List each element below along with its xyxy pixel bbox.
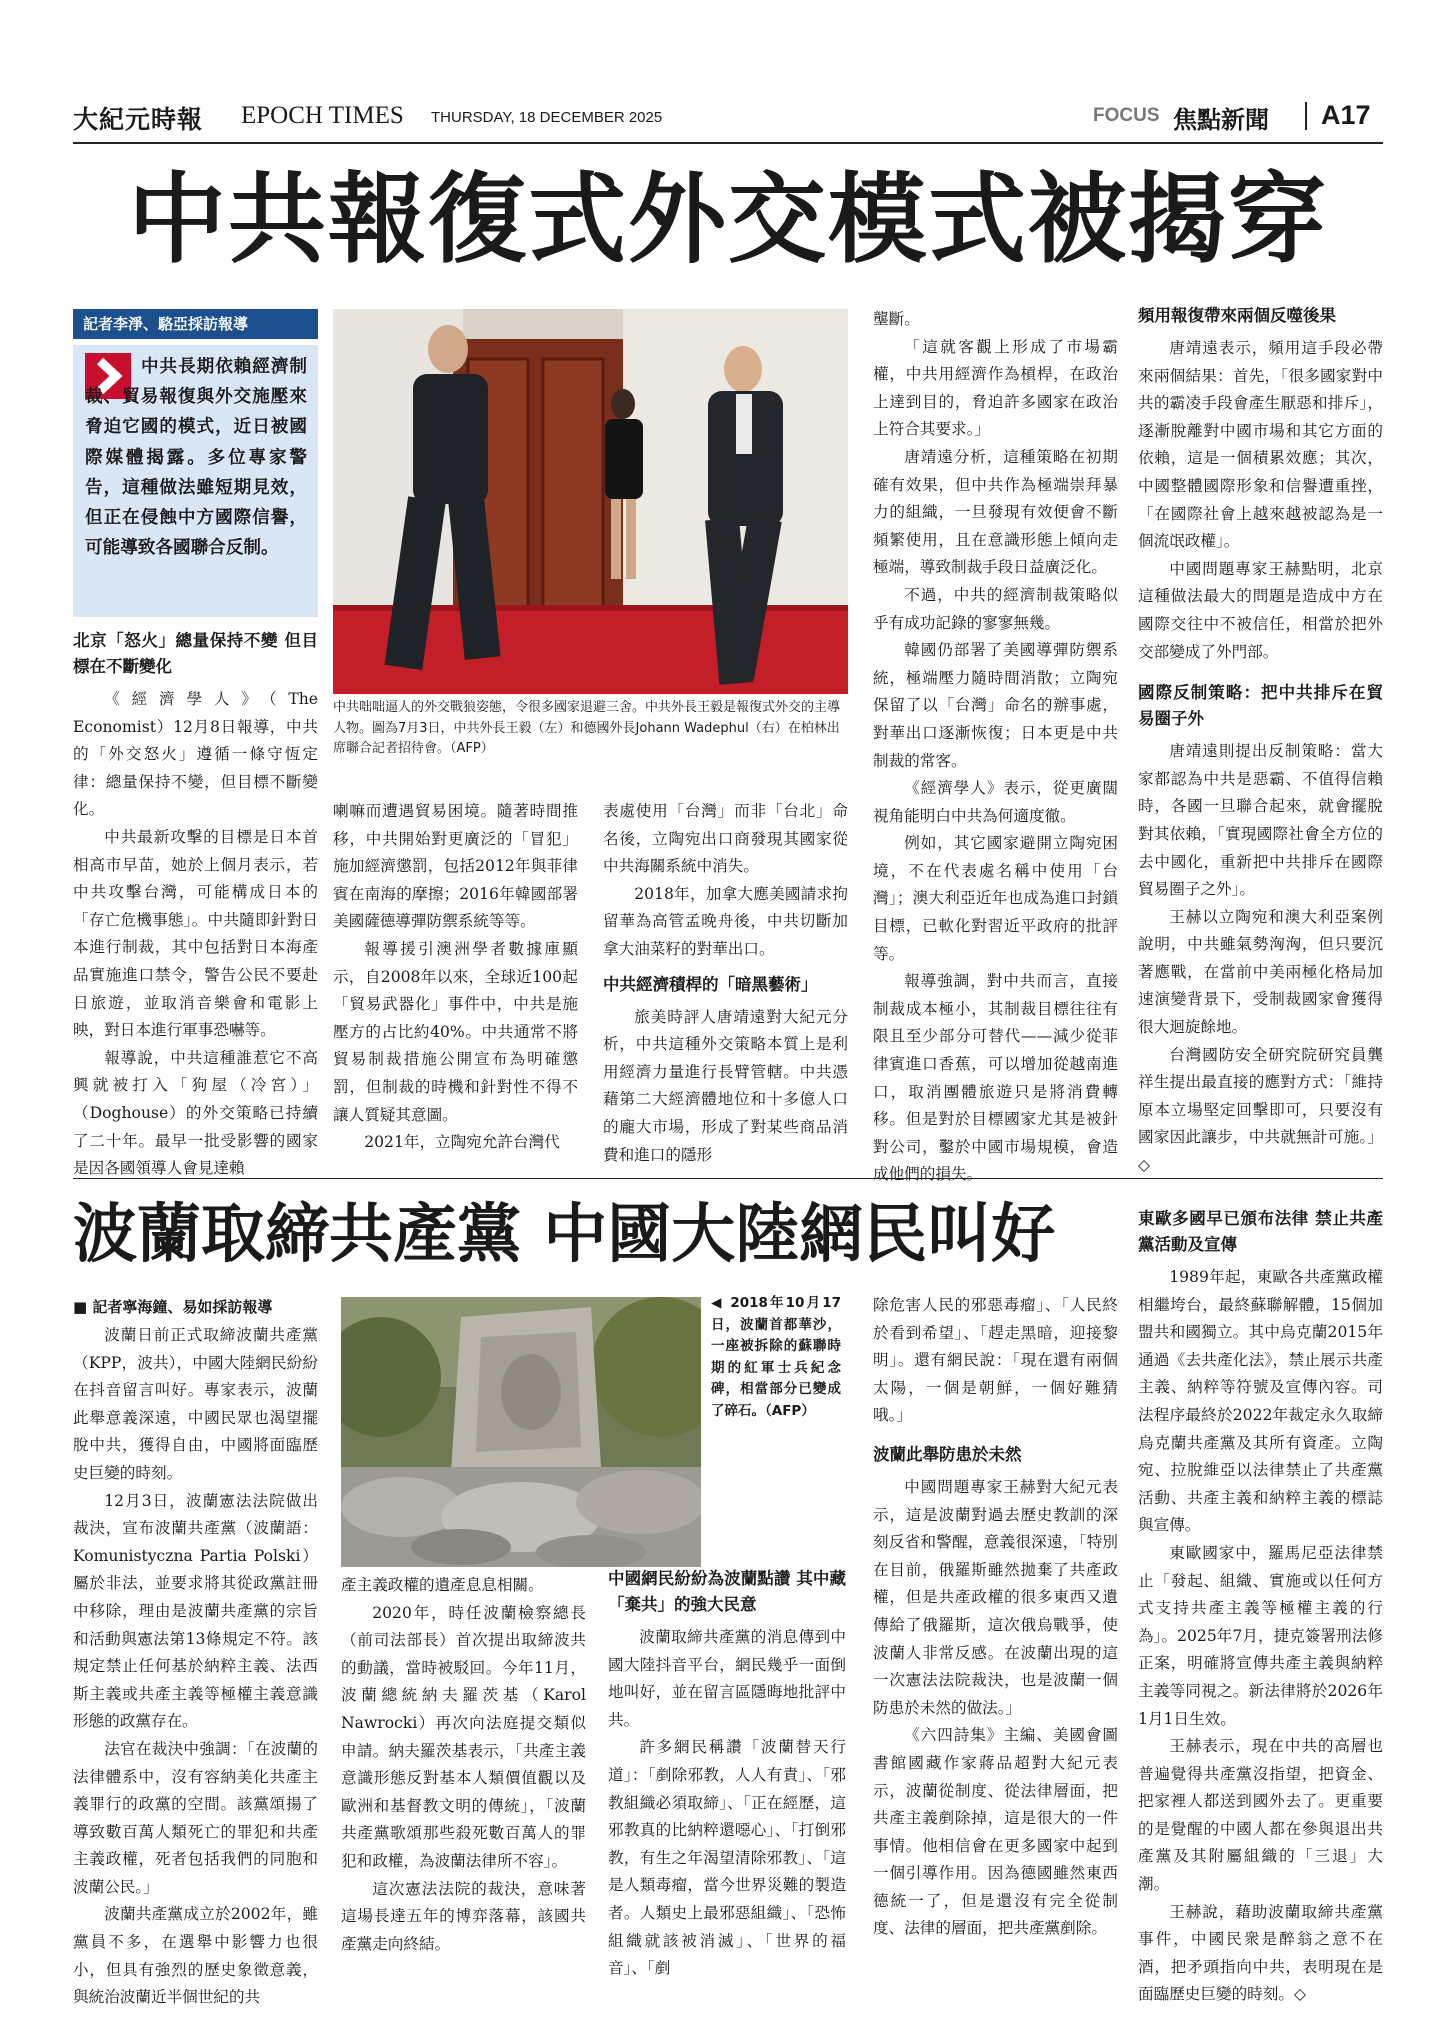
issue-date: THURSDAY, 18 DECEMBER 2025	[431, 109, 663, 126]
paragraph: 王赫表示，現在中共的高層也普遍覺得共產黨沒指望，把資金、把家裡人都送到國外去了。更重要的是覺醒的中國人都在參與退出共產黨及其附屬組織的「三退」大潮。	[1138, 1737, 1383, 1894]
article1-col4	[873, 306, 1118, 1189]
article2-col3-subhead: 中國網民紛紛為波蘭點讚 其中藏「棄共」的強大民意	[608, 1569, 846, 1614]
paragraph: 台灣國防安全研究院研究員龔祥生提出最直接的應對方式：「維持原本立場堅定回擊即可，只要沒有國家因此讓步，中共就無計可施。」◇	[1138, 1045, 1383, 1175]
paragraph: 這次憲法法院的裁決，意味著這場長達五年的博弈落幕，該國共產黨走向終結。	[341, 1879, 586, 1953]
paragraph: 喇嘛而遭遇貿易困境。隨著時間推移，中共開始對更廣泛的「冒犯」施加經濟懲罰，包括2012年與菲律賓在南海的摩擦；2016年韓國部署美國薩德導彈防禦系統等等。	[333, 802, 578, 931]
article1-col2	[333, 798, 578, 1157]
article2-headline: 波蘭取締共產黨 中國大陸網民叫好	[73, 1198, 1056, 1272]
article2-col5	[1138, 1206, 1383, 2009]
paragraph: 波蘭共產黨成立於2002年，雖黨員不多，在選舉中影響力也很小，但具有強烈的歷史象徵意義，與統治波蘭近半個世紀的共	[73, 1905, 318, 2007]
article1-col5	[1138, 303, 1383, 1180]
section-label-zh: 焦點新聞	[1173, 106, 1269, 134]
paragraph: 法官在裁決中強調：「在波蘭的法律體系中，沒有容納美化共產主義罪行的政黨的空間。該黨頌揚了導致數百萬人類死亡的罪犯和共產主義政權，死者包括我們的同胞和波蘭公民。」	[73, 1739, 318, 1896]
paragraph: 2021年，立陶宛允許台灣代	[364, 1133, 560, 1152]
article1-col5-subhead: 頻用報復帶來兩個反噬後果	[1138, 306, 1336, 325]
paragraph: 唐靖遠則提出反制策略：當大家都認為中共是惡霸、不值得信賴時，各國一旦聯合起來，就會擺脫對其依賴，「實現國際社會全方位的去中國化，重新把中共排斥在國際貿易圈子之外」。	[1138, 742, 1383, 899]
paragraph: 報導援引澳洲學者數據庫顯示，自2008年以來，全球近100起「貿易武器化」事件中，中共是施壓方的占比約40%。中共通常不將貿易制裁措施公開宣布為明確懲罰，但制裁的時機和針對性不得不讓人質疑其意圖。	[333, 939, 578, 1124]
paragraph: 波蘭日前正式取締波蘭共產黨（KPP，波共），中國大陸網民紛紛在抖音留言叫好。專家表示，波蘭此舉意義深遠，中國民眾也渴望擺脫中共，獲得自由，中國將面臨歷史巨變的時刻。	[73, 1326, 318, 1482]
article1-col1-subhead: 北京「怒火」總量保持不變 但目標在不斷變化	[73, 631, 318, 676]
paragraph: 中國問題專家王赫對大紀元表示，這是波蘭對過去歷史教訓的深刻反省和警醒，意義很深遠，「特別在目前，俄羅斯雖然拋棄了共產政權，但是共產政權的很多東西又遺傳給了俄羅斯，這次俄烏戰爭，使波蘭人非常反感。在波蘭出現的這一次憲法法院裁決，也是波蘭一個防患於未然的做法。」	[873, 1477, 1118, 1717]
article1-photo-caption: 中共咄咄逼人的外交戰狼姿態，令很多國家退避三舍。中共外長王毅是報復式外交的主導人物。圖為7月3日，中共外長王毅（左）和德國外長Johann Wadephul（右）在柏林出席聯合記者招待會。（AFP）	[333, 700, 841, 756]
paragraph: 《經濟學人》表示，從更廣闊視角能明白中共為何適度徹。	[873, 779, 1118, 825]
paragraph: 《六四詩集》主編、美國會圖書館國藏作家蔣品超對大紀元表示，波蘭從制度、從法律層面，把共產主義剷除掉，這是很大的一件事情。他相信會在更多國家中起到一個引導作用。因為德國雖然東西德統一了，但是還沒有完全從制度、法律的層面，把共產黨剷除。	[873, 1726, 1118, 1938]
article1-lead-box	[73, 345, 318, 617]
article1-col5-subhead-2: 國際反制策略：把中共排斥在貿易圈子外	[1138, 683, 1383, 729]
article2-byline: ■ 記者寧海鐘、易如採訪報導	[73, 1298, 273, 1316]
paragraph: 不過，中共的經濟制裁策略似乎有成功記錄的寥寥無幾。	[873, 585, 1118, 632]
article2-photo-caption: ◀ 2018年10月17日，波蘭首都華沙，一座被拆除的蘇聯時期的紅軍士兵紀念碑，相當部分已變成了碎石。（AFP）	[711, 1295, 841, 1419]
masthead-rule	[73, 142, 1383, 144]
paragraph: 東歐國家中，羅馬尼亞法律禁止「發起、組織、實施或以任何方式支持共產主義等極權主義的行為」。2025年7月，捷克簽署刑法修正案，明確將宣傳共產主義與納粹主義等同視之。新法律將於2026年1月1日生效。	[1138, 1543, 1383, 1728]
byline-square-icon: ■	[73, 1298, 93, 1316]
logo-latin: EPOCH TIMES	[241, 102, 404, 129]
paragraph: 報導強調，對中共而言，直接制裁成本極小，其制裁目標往往有限且至少部分可替代——減少從菲律賓進口香蕉，可以增加從越南進口，取消團體旅遊只是將消費轉移。但是對於目標國家尤其是被針對公司，鑿於中國市場規模，會造成他們的損失。	[873, 972, 1118, 1184]
article1-byline: 記者李淨、駱亞採訪報導	[83, 315, 249, 333]
article2-col2	[341, 1572, 586, 1958]
article1-lead: 中共長期依賴經濟制裁、貿易報復與外交施壓來脅迫它國的模式，近日被國際媒體揭露。多位專家警告，這種做法雖短期見效，但正在侵蝕中方國際信譽，可能導致各國聯合反制。	[85, 357, 307, 559]
paragraph: 壟斷。	[873, 310, 920, 328]
article1-photo	[333, 309, 848, 694]
section-label-en: FOCUS	[1093, 105, 1160, 126]
article2-col3	[608, 1566, 846, 1983]
article2-col1	[73, 1294, 318, 2012]
paragraph: 2018年，加拿大應美國請求拘留華為高管孟晚舟後，中共切斷加拿大油菜籽的對華出口。	[603, 884, 848, 958]
masthead	[73, 100, 1383, 134]
article2-photo	[341, 1297, 701, 1567]
paragraph: 王赫以立陶宛和澳大利亞案例說明，中共雖氣勢洶洶，但只要沉著應戰，在當前中美兩極化格局加速演變背景下，受制裁國家會獲得很大迴旋餘地。	[1138, 907, 1383, 1037]
article2-col4	[873, 1292, 1118, 1943]
paragraph: 許多網民稱讚「波蘭替天行道」：「剷除邪教，人人有責」、「邪教組織必須取締」、「正在經歷，這邪教真的比納粹還噁心」、「打倒邪教，有生之年渴望清除邪教」、「這是人類毒瘤，當今世界災難的製造者。人類史上最邪惡組織」、「恐怖組織就該被消滅」、「世界的福音」、「剷	[608, 1738, 846, 1978]
article1-col3	[603, 798, 848, 1169]
paragraph: 12月3日，波蘭憲法法院做出裁決，宣布波蘭共產黨（波蘭語：Komunistyczna Partia Polski）屬於非法，並要求將其從政黨註冊中移除，理由是波蘭共產黨的宗旨和活動與憲法第13條規定不符。該規定禁止任何基於納粹主義、法西斯主義或共產主義等極權主義意識形態的政黨存在。	[73, 1491, 318, 1731]
article2-col5-subhead: 東歐多國早已頒布法律 禁止共產黨活動及宣傳	[1138, 1209, 1383, 1254]
paragraph: 產主義政權的遺產息息相關。	[341, 1576, 544, 1594]
paragraph: 報導說，中共這種誰惹它不高興就被打入「狗屋（冷宮）」（Doghouse）的外交策略已持續了二十年。最早一批受影響的國家是因各國領導人會見達賴	[73, 1048, 318, 1178]
paragraph: 「這就客觀上形成了市場霸權，中共用經濟作為槓桿，在政治上達到目的，脅迫許多國家在政治上符合其要求。」	[873, 337, 1118, 439]
paragraph: 韓國仍部署了美國導彈防禦系統，極端壓力隨時間消散；立陶宛保留了以「台灣」命名的辦事處，對華出口逐漸恢復；日本更是中共制裁的常客。	[873, 641, 1118, 770]
paragraph: 唐靖遠分析，這種策略在初期確有效果，但中共作為極端崇拜暴力的組織，一旦發現有效便會不斷頻繁使用，且在意識形態上傾向走極端，導致制裁手段日益廣泛化。	[873, 447, 1118, 577]
paragraph: 王赫說，藉助波蘭取締共產黨事件，中國民衆是醉翁之意不在酒，把矛頭指向中共，表明現在是面臨歷史巨變的時刻。◇	[1138, 1902, 1383, 2004]
article-divider	[73, 1178, 1383, 1179]
paragraph: 波蘭取締共產黨的消息傳到中國大陸抖音平台，網民幾乎一面倒地叫好，並在留言區隱晦地批評中共。	[608, 1628, 846, 1729]
article1-col3-subhead: 中共經濟積桿的「暗黑藝術」	[603, 974, 818, 994]
article1-byline-bar	[73, 309, 318, 339]
paragraph: 《經濟學人》（The Economist）12月8日報導，中共的「外交怒火」遵循一條守恆定律：總量保持不變，但目標不斷變化。	[73, 690, 318, 819]
paragraph: 例如，其它國家避開立陶宛困境，不在代表處名稱中使用「台灣」；澳大利亞近年也成為進口封鎖目標，已軟化對習近平政府的批評等。	[873, 834, 1118, 963]
paragraph: 唐靖遠表示，頻用這手段必帶來兩個結果：首先，「很多國家對中共的霸凌手段會產生厭惡和排斥」，逐漸脫離對中國市場和其它方面的依賴，這是一個積累效應；其次，中國整體國際形象和信譽遭重挫，「在國際社會上越來越被認為是一個流氓政權」。	[1138, 339, 1383, 551]
masthead-divider	[1305, 102, 1307, 130]
article2-col4-subhead: 波蘭此舉防患於未然	[873, 1444, 1022, 1464]
article1-headline: 中共報復式外交模式被揭穿	[127, 162, 1328, 277]
logo-text: 大紀元時報	[73, 105, 204, 134]
paragraph: 中共最新攻擊的目標是日本首相高市早苗，她於上個月表示，若中共攻擊台灣，可能構成日本的「存亡危機事態」。中共隨即針對日本進行制裁，其中包括對日本海產品實施進口禁令，警告公民不要赴日旅遊，並取消音樂會和電影上映，對日本進行軍事恐嚇等。	[73, 827, 318, 1040]
paragraph: 表處使用「台灣」而非「台北」命名後，立陶宛出口商發現其國家從中共海關系統中消失。	[603, 802, 848, 876]
paragraph: 2020年，時任波蘭檢察總長（前司法部長）首次提出取締波共的動議，當時被駁回。今年11月，波蘭總統納夫羅茨基（Karol Nawrocki）再次向法庭提交類似申請。納夫羅茨基表示，「共產主義意識形態反對基本人類價值觀以及歐洲和基督教文明的傳統」，「波蘭共產黨歌頌那些殺死數百萬人的罪犯和政權，為波蘭法律所不容」。	[341, 1603, 586, 1870]
paragraph: 旅美時評人唐靖遠對大紀元分析，中共這種外交策略本質上是利用經濟力量進行長臂管轄。中共憑藉第二大經濟體地位和十多億人口的龐大市場，形成了對某些商品消費和進口的隱形	[603, 1007, 848, 1164]
page-number: A17	[1321, 100, 1371, 130]
paragraph: 1989年起，東歐各共產黨政權相繼垮台，最終蘇聯解體，15個加盟共和國獨立。其中烏克蘭2015年通過《去共產化法》，禁止展示共產主義、納粹等符號及宣傳內容。司法程序最終於2022年裁定永久取締烏克蘭共產黨及其所有資產。立陶宛、拉脫維亞以法律禁止了共產黨活動、共產主義和納粹主義的標誌與宣傳。	[1138, 1268, 1383, 1535]
paragraph: 除危害人民的邪惡毒瘤」、「人民終於看到希望」、「趕走黑暗，迎接黎明」。還有網民說：「現在還有兩個太陽，一個是朝鮮，一個好難猜哦。」	[873, 1296, 1118, 1425]
article1-col1	[73, 628, 318, 1183]
paragraph: 中國問題專家王赫點明，北京這種做法最大的問題是造成中方在國際交往中不被信任，相當於把外交部變成了外門部。	[1138, 559, 1383, 661]
